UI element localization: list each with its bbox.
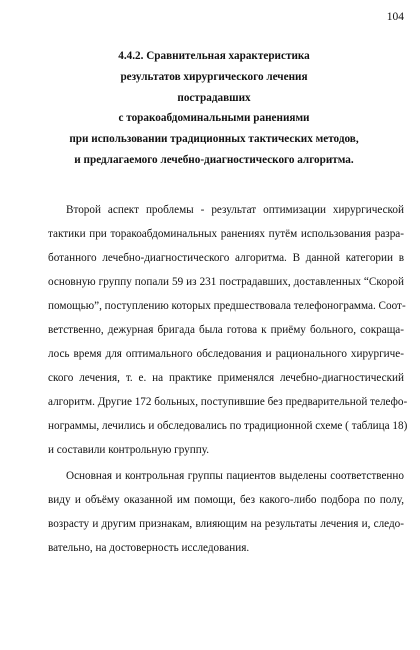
text-line: основную группу попали 59 из 231 пострадавших, доставленных “Скорой xyxy=(48,276,404,288)
text-line: вательно, на достоверность исследования. xyxy=(48,542,250,554)
section-heading xyxy=(20,46,408,171)
paragraph-1 xyxy=(30,198,408,462)
heading-line: с торакоабдоминальными ранениями xyxy=(118,112,310,125)
text-line: виду и объёму оказанной им помощи, без какого-либо подбора по полу, xyxy=(48,494,404,506)
heading-line: 4.4.2. Сравнительная характеристика xyxy=(118,50,310,62)
heading-line: пострадавших xyxy=(177,91,251,104)
page-number: 104 xyxy=(386,11,404,23)
body-text xyxy=(30,198,408,560)
text-line: лось время для оптимального обследования и рационального хирургиче- xyxy=(48,348,404,360)
text-line: Основная и контрольная группы пациентов выделены соответственно xyxy=(66,470,404,482)
text-line: тактики при торакоабдоминальных ранениях путём использования разра- xyxy=(48,228,404,240)
heading-line: при использовании традиционных тактических методов, xyxy=(69,133,359,146)
text-line: ветственно, дежурная бригада была готова к приёму больного, сокраща- xyxy=(48,324,404,336)
heading-line: и предлагаемого лечебно-диагностического алгоритма. xyxy=(74,153,354,166)
text-line: ского лечения, т. е. на практике применялся лечебно-диагностический xyxy=(48,372,404,384)
heading-line: результатов хирургического лечения xyxy=(120,70,308,83)
paragraph-2 xyxy=(30,464,404,560)
text-line: алгоритм. Другие 172 больных, поступившие без предварительной телефо- xyxy=(48,396,408,408)
text-line: возрасту и другим признакам, влияющим на результаты лечения и, следо- xyxy=(48,518,404,530)
text-line: ботанного лечебно-диагностического алгоритма. В данной категории в xyxy=(48,252,404,264)
text-line: и составили контрольную группу. xyxy=(48,444,210,456)
text-line: нограммы, лечились и обследовались по традиционной схеме ( таблица 18) xyxy=(48,420,408,432)
text-line: Второй аспект проблемы - результат оптимизации хирургической xyxy=(66,204,404,216)
text-line: помощью”, поступлению которых предшествовала телефонограмма. Соот- xyxy=(48,300,406,312)
